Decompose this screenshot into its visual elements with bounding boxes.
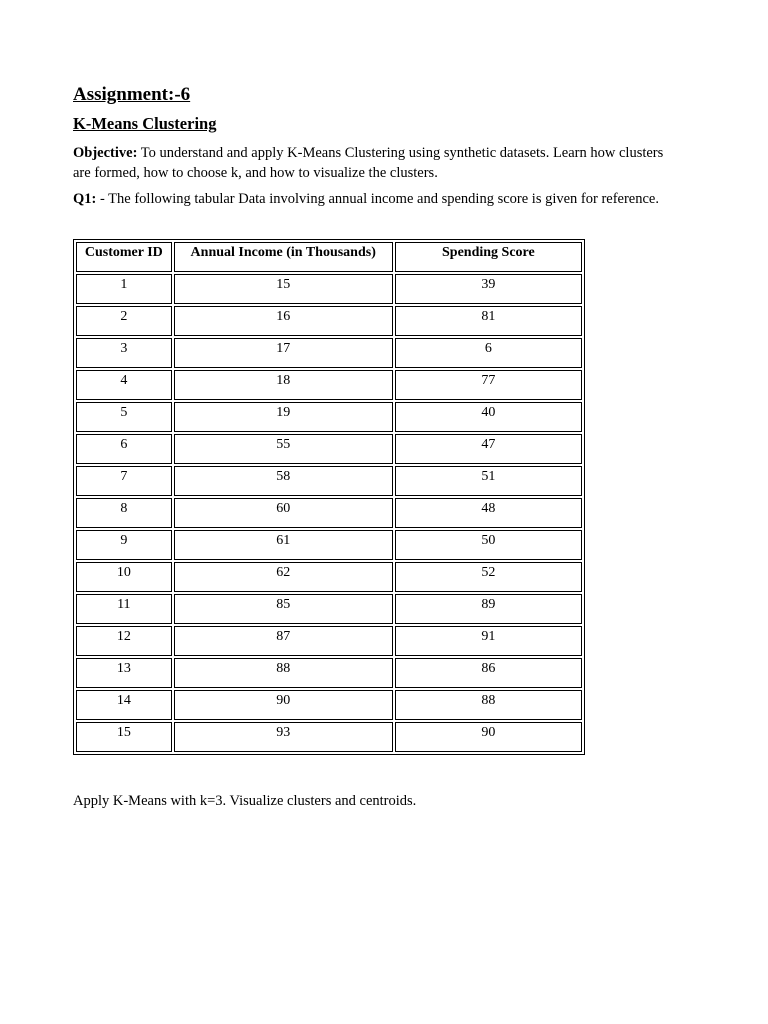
table-row — [76, 338, 582, 368]
table-row — [76, 370, 582, 400]
objective-label: Objective: — [73, 145, 138, 161]
cell-spending-score: 47 — [395, 434, 582, 464]
cell-annual-income: 60 — [174, 498, 393, 528]
table-row — [76, 530, 582, 560]
table-row — [76, 466, 582, 496]
section-subtitle: K-Means Clustering — [73, 114, 217, 133]
cell-customer-id: 5 — [76, 402, 172, 432]
cell-spending-score: 52 — [395, 562, 582, 592]
task-instruction: Apply K-Means with k=3. Visualize clusters and centroids. — [73, 793, 417, 809]
table-header-row — [76, 242, 582, 272]
table-row — [76, 434, 582, 464]
table-row — [76, 626, 582, 656]
cell-customer-id: 8 — [76, 498, 172, 528]
cell-customer-id: 3 — [76, 338, 172, 368]
table-row — [76, 722, 582, 752]
objective-text: To understand and apply K-Means Clustering using synthetic datasets. Learn how clusters are formed, how to choose k, and how to visualize the clusters. — [73, 145, 664, 181]
cell-spending-score: 39 — [395, 274, 582, 304]
table-row — [76, 498, 582, 528]
table-row — [76, 658, 582, 688]
cell-annual-income: 62 — [174, 562, 393, 592]
cell-spending-score: 90 — [395, 722, 582, 752]
cell-spending-score: 91 — [395, 626, 582, 656]
table-row — [76, 690, 582, 720]
table-row — [76, 562, 582, 592]
cell-spending-score: 81 — [395, 306, 582, 336]
objective-paragraph — [73, 143, 673, 183]
question-paragraph — [73, 189, 673, 209]
cell-customer-id: 10 — [76, 562, 172, 592]
cell-annual-income: 93 — [174, 722, 393, 752]
table-row — [76, 274, 582, 304]
cell-annual-income: 87 — [174, 626, 393, 656]
cell-customer-id: 1 — [76, 274, 172, 304]
question-label: Q1: — [73, 191, 97, 207]
column-header-customer-id: Customer ID — [76, 242, 172, 272]
column-header-spending-score: Spending Score — [395, 242, 582, 272]
cell-annual-income: 19 — [174, 402, 393, 432]
cell-annual-income: 88 — [174, 658, 393, 688]
cell-spending-score: 77 — [395, 370, 582, 400]
cell-spending-score: 6 — [395, 338, 582, 368]
cell-customer-id: 4 — [76, 370, 172, 400]
cell-spending-score: 86 — [395, 658, 582, 688]
cell-spending-score: 89 — [395, 594, 582, 624]
cell-customer-id: 2 — [76, 306, 172, 336]
cell-annual-income: 90 — [174, 690, 393, 720]
table-row — [76, 306, 582, 336]
cell-annual-income: 17 — [174, 338, 393, 368]
assignment-title: Assignment:-6 — [73, 84, 191, 105]
table-row — [76, 594, 582, 624]
cell-annual-income: 18 — [174, 370, 393, 400]
cell-spending-score: 51 — [395, 466, 582, 496]
table-row — [76, 402, 582, 432]
cell-annual-income: 55 — [174, 434, 393, 464]
cell-customer-id: 12 — [76, 626, 172, 656]
cell-customer-id: 7 — [76, 466, 172, 496]
column-header-annual-income: Annual Income (in Thousands) — [174, 242, 393, 272]
cell-annual-income: 85 — [174, 594, 393, 624]
cell-customer-id: 15 — [76, 722, 172, 752]
cell-customer-id: 14 — [76, 690, 172, 720]
cell-annual-income: 58 — [174, 466, 393, 496]
cell-spending-score: 40 — [395, 402, 582, 432]
cell-customer-id: 6 — [76, 434, 172, 464]
cell-annual-income: 15 — [174, 274, 393, 304]
table-body — [76, 274, 582, 752]
cell-customer-id: 9 — [76, 530, 172, 560]
cell-customer-id: 13 — [76, 658, 172, 688]
cell-annual-income: 61 — [174, 530, 393, 560]
cell-spending-score: 88 — [395, 690, 582, 720]
cell-annual-income: 16 — [174, 306, 393, 336]
cell-spending-score: 48 — [395, 498, 582, 528]
question-text: - The following tabular Data involving annual income and spending score is given for reference. — [96, 191, 659, 207]
customer-data-table — [73, 239, 585, 755]
cell-customer-id: 11 — [76, 594, 172, 624]
cell-spending-score: 50 — [395, 530, 582, 560]
